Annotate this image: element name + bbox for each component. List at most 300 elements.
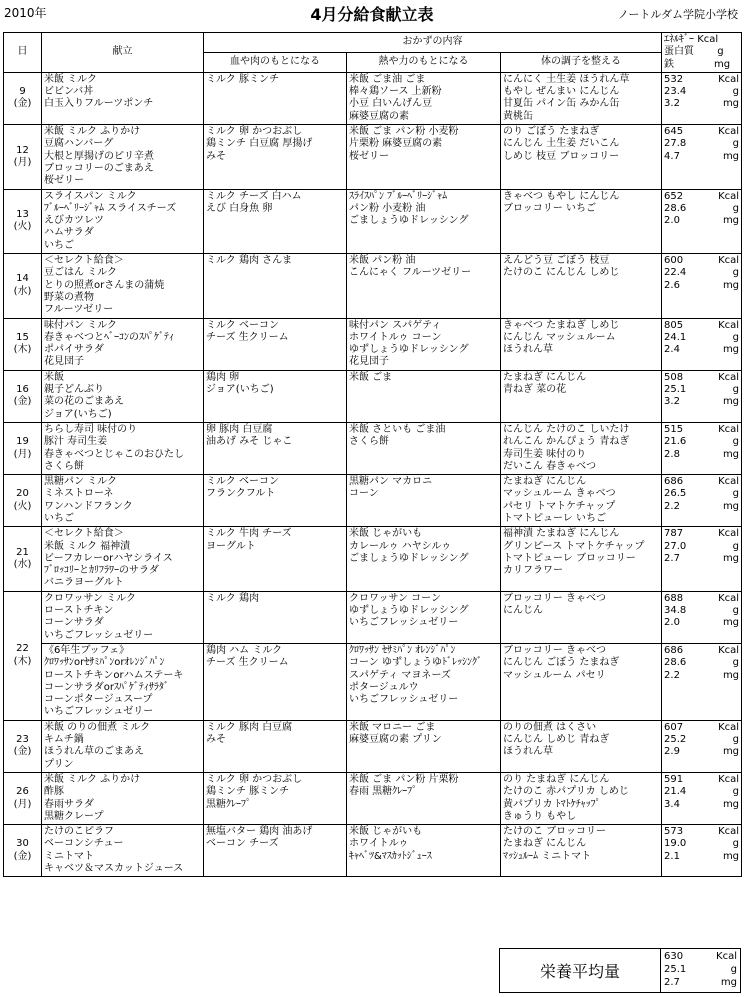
iron-unit: mg [722, 500, 740, 512]
day-of-week: (木) [13, 655, 32, 667]
day-cell [4, 254, 42, 318]
red-group-cell-line: フランクフルト [206, 488, 276, 500]
red-group-cell-line: ミルク ベーコン [206, 319, 279, 331]
green-group-cell-line: れんこん かんぴょう 青ねぎ [503, 436, 630, 448]
iron-value: 2.1 [664, 850, 680, 862]
protein-value: 34.8 [664, 605, 687, 617]
day-cell [4, 772, 42, 824]
col-red: 血や肉のもとになる [204, 52, 347, 72]
green-group-cell-line: だいこん 春きゃべつ [503, 460, 597, 472]
energy-value: 532 [664, 73, 684, 85]
day-of-week: (木) [13, 344, 32, 356]
iron-unit: mg [722, 279, 740, 291]
col-iron: 鉄 mg [664, 58, 731, 70]
protein-unit: g [732, 86, 740, 98]
yellow-group-cell [347, 720, 501, 772]
table-row [4, 125, 742, 189]
energy-unit: Kcal [718, 255, 740, 267]
energy-unit: Kcal [718, 592, 740, 604]
menu-cell-line: バニラヨーグルト [44, 577, 124, 589]
green-group-cell [501, 422, 662, 474]
green-group-cell [501, 720, 662, 772]
red-group-cell-line: 卵 豚肉 白豆腐 [206, 423, 273, 435]
green-group-cell-line: たまねぎ にんじん [503, 476, 587, 488]
yellow-group-cell-line: さくら餅 [349, 436, 389, 448]
table-row [4, 254, 742, 318]
menu-cell [42, 527, 204, 591]
nutrition-cell [662, 422, 742, 474]
menu-cell-line: 白玉入りフルーツポンチ [44, 98, 154, 110]
nutrition-cell [662, 591, 742, 643]
col-day: 日 [4, 33, 42, 73]
red-group-cell [204, 825, 347, 877]
yellow-group-cell-line: 米飯 さといも ごま油 [349, 423, 446, 435]
green-group-cell [501, 527, 662, 591]
yellow-group-cell-line: こんにゃく フルーツゼリー [349, 267, 472, 279]
menu-cell-line: たけのこピラフ [44, 826, 114, 838]
green-group-cell-line: グリンピース トマトケチャップ [503, 540, 645, 552]
yellow-group-cell [347, 643, 501, 720]
protein-unit: g [732, 540, 740, 552]
green-group-cell-line: ﾏｯｼｭﾙｰﾑ ミニトマト [503, 850, 592, 862]
red-group-cell [204, 527, 347, 591]
protein-value: 26.5 [664, 488, 687, 500]
col-green: 体の調子を整える [501, 52, 662, 72]
green-group-cell-line: にんじん 土生姜 だいこん [503, 138, 620, 150]
menu-cell-line: フルーツゼリー [44, 304, 114, 316]
menu-cell [42, 370, 204, 422]
menu-cell-line: ｸﾛﾜｯｻﾝorｾｻﾐﾊﾟﾝorｵﾚﾝｼﾞﾊﾟﾝ [44, 657, 165, 669]
yellow-group-cell-line: ホワイトルゥ [349, 838, 409, 850]
yellow-group-cell-line: ｸﾛﾜｯｻﾝ ｾｻﾐﾊﾟﾝ ｵﾚﾝｼﾞﾊﾟﾝ [349, 644, 456, 656]
table-row [4, 72, 742, 124]
red-group-cell [204, 475, 347, 527]
nutrition-cell [662, 643, 742, 720]
page-title: 4月分給食献立表 [310, 5, 434, 24]
red-group-cell-line: えび 白身魚 卵 [206, 202, 273, 214]
menu-cell [42, 825, 204, 877]
day-cell [4, 720, 42, 772]
green-group-cell-line: にんじん ごぼう たまねぎ [503, 657, 620, 669]
day-cell [4, 125, 42, 189]
yellow-group-cell-line: 麻婆豆腐の素 [349, 110, 409, 122]
yellow-group-cell-line: ｽﾗｲｽﾊﾟﾝ ﾌﾞﾙｰﾍﾞﾘｰｼﾞｬﾑ [349, 190, 448, 202]
protein-unit: g [732, 384, 740, 396]
yellow-group-cell-line: 米飯 じゃがいも [349, 826, 423, 838]
menu-cell [42, 720, 204, 772]
menu-cell-line: ベーコンシチュー [44, 838, 124, 850]
iron-unit: mg [722, 150, 740, 162]
green-group-cell-line: ブロッコリー きゃべつ [503, 592, 606, 604]
protein-value: 24.1 [664, 331, 687, 343]
menu-cell-line: キムチ鍋 [44, 734, 84, 746]
iron-value: 2.0 [664, 617, 680, 629]
protein-unit: g [732, 267, 740, 279]
green-group-cell-line: しめじ 枝豆 ブロッコリー [503, 150, 620, 162]
energy-value: 688 [664, 592, 684, 604]
table-row [4, 475, 742, 527]
green-group-cell-line: にんじん マッシュルーム [503, 331, 616, 343]
red-group-cell-line: 無塩バター 鶏肉 油あげ [206, 826, 313, 838]
menu-cell-line: 米飯 のりの佃煮 ミルク [44, 721, 151, 733]
col-nutrition [662, 33, 742, 73]
menu-cell-line: 野菜の煮物 [44, 291, 94, 303]
energy-unit: Kcal [718, 319, 740, 331]
yellow-group-cell [347, 370, 501, 422]
green-group-cell-line: ほうれん草 [503, 344, 553, 356]
menu-cell-line: ほうれん草のごまあえ [44, 746, 144, 758]
menu-cell-line: 大根と厚揚げのピリ辛煮 [44, 150, 154, 162]
green-group-cell-line: たけのこ ブロッコリー [503, 826, 606, 838]
yellow-group-cell [347, 422, 501, 474]
yellow-group-cell-line: ゆずしょうゆドレッシング [349, 605, 469, 617]
nutrition-cell [662, 825, 742, 877]
red-group-cell-line: ミルク チーズ 白ハム [206, 190, 302, 202]
red-group-cell [204, 422, 347, 474]
green-group-cell [501, 772, 662, 824]
menu-cell-line: ちらし寿司 味付のり [44, 423, 138, 435]
menu-cell-line: ポパイサラダ [44, 344, 104, 356]
red-group-cell [204, 591, 347, 643]
yellow-group-cell-line: 米飯 ごま パン粉 片栗粉 [349, 773, 459, 785]
green-group-cell-line: ブロッコリー いちご [503, 202, 596, 214]
col-protein: 蛋白質 g [664, 46, 724, 58]
green-group-cell-line: きゃべつ たまねぎ しめじ [503, 319, 620, 331]
iron-value: 2.4 [664, 344, 680, 356]
green-group-cell-line: のり たまねぎ にんじん [503, 773, 610, 785]
day-cell [4, 422, 42, 474]
iron-unit: mg [722, 98, 740, 110]
nutrition-cell [662, 72, 742, 124]
green-group-cell-line: マッシュルーム パセリ [503, 669, 606, 681]
day-cell [4, 318, 42, 370]
menu-cell-line: ローストチキンorハムステーキ [44, 669, 184, 681]
date-number: 19 [16, 436, 29, 448]
energy-value: 645 [664, 126, 684, 138]
red-group-cell-line: ミルク ベーコン [206, 476, 279, 488]
menu-cell [42, 591, 204, 643]
energy-unit: Kcal [718, 528, 740, 540]
iron-unit: mg [722, 798, 740, 810]
iron-value: 2.2 [664, 669, 680, 681]
menu-cell-line: 親子どんぶり [44, 384, 104, 396]
yellow-group-cell-line: クロワッサン コーン [349, 592, 441, 604]
nutrition-cell [662, 370, 742, 422]
yellow-group-cell-line: 味付パン スパゲティ [349, 319, 442, 331]
yellow-group-cell-line: コーン ゆずしょうゆﾄﾞﾚｯｼﾝｸﾞ [349, 657, 482, 669]
red-group-cell-line: 鶏ミンチ 豚ミンチ [206, 786, 290, 798]
average-iron-unit: mg [720, 977, 737, 988]
iron-value: 2.8 [664, 448, 680, 460]
protein-value: 21.6 [664, 436, 687, 448]
menu-cell-line: 味付パン ミルク [44, 319, 117, 331]
protein-value: 22.4 [664, 267, 687, 279]
green-group-cell-line: 黄桃缶 [503, 110, 533, 122]
menu-cell-line: 花見団子 [44, 356, 84, 368]
nutrition-cell [662, 189, 742, 253]
menu-cell-line: ワンハンドフランク [44, 500, 133, 512]
yellow-group-cell-line: 花見団子 [349, 356, 389, 368]
green-group-cell-line: ほうれん草 [503, 746, 553, 758]
menu-cell-line: 米飯 [44, 371, 64, 383]
yellow-group-cell-line: ごましょうゆドレッシング [349, 215, 469, 227]
red-group-cell-line: ジョア(いちご) [206, 384, 274, 396]
red-group-cell-line: ミルク 豚肉 白豆腐 [206, 721, 293, 733]
red-group-cell [204, 254, 347, 318]
menu-cell-line: コーンサラダorｽﾊﾟｹﾞﾃｨｻﾗﾀﾞ [44, 681, 169, 693]
yellow-group-cell-line: パン粉 小麦粉 油 [349, 202, 426, 214]
menu-cell-line: ブロッコリーのごまあえ [44, 162, 154, 174]
day-of-week: (月) [13, 798, 32, 810]
day-of-week: (月) [13, 448, 32, 460]
day-of-week: (金) [13, 396, 32, 408]
protein-unit: g [732, 436, 740, 448]
green-group-cell [501, 591, 662, 643]
protein-value: 28.6 [664, 657, 687, 669]
iron-unit: mg [722, 746, 740, 758]
green-group-cell-line: トマトピューレ いちご [503, 512, 606, 524]
menu-cell-line: さくら餅 [44, 460, 84, 472]
menu-cell-line: 豆腐ハンバーグ [44, 138, 114, 150]
red-group-cell-line: チーズ 生クリーム [206, 331, 289, 343]
protein-value: 25.2 [664, 734, 687, 746]
table-row [4, 720, 742, 772]
menu-cell [42, 189, 204, 253]
date-number: 13 [16, 209, 29, 220]
menu-cell-line: ハムサラダ [44, 227, 94, 239]
table-row [4, 370, 742, 422]
menu-cell [42, 475, 204, 527]
yellow-group-cell-line: 米飯 じゃがいも [349, 528, 423, 540]
energy-unit: Kcal [718, 190, 740, 202]
protein-value: 19.0 [664, 838, 687, 850]
menu-cell [42, 318, 204, 370]
date-number: 22 [16, 643, 29, 655]
iron-value: 3.2 [664, 396, 680, 408]
iron-value: 3.2 [664, 98, 680, 110]
day-of-week: (水) [13, 285, 32, 297]
menu-cell-line: いちご [44, 239, 74, 251]
yellow-group-cell-line: ポタージュルウ [349, 681, 419, 693]
protein-value: 27.8 [664, 138, 687, 150]
yellow-group-cell-line: ｷｬﾍﾞﾂ&ﾏｽｶｯﾄｼﾞｭｰｽ [349, 850, 432, 862]
protein-unit: g [732, 331, 740, 343]
energy-value: 652 [664, 190, 684, 202]
iron-unit: mg [722, 396, 740, 408]
yellow-group-cell-line: いちごフレッシュゼリー [349, 694, 459, 706]
red-group-cell [204, 772, 347, 824]
yellow-group-cell [347, 254, 501, 318]
day-of-week: (金) [13, 746, 32, 758]
menu-cell [42, 254, 204, 318]
day-of-week: (火) [13, 221, 32, 233]
protein-value: 25.1 [664, 384, 687, 396]
iron-unit: mg [722, 448, 740, 460]
green-group-cell [501, 370, 662, 422]
energy-unit: Kcal [718, 126, 740, 138]
yellow-group-cell [347, 318, 501, 370]
protein-value: 27.0 [664, 540, 687, 552]
red-group-cell-line: 黒糖ｸﾚｰﾌﾟ [206, 798, 251, 810]
date-number: 14 [16, 273, 29, 285]
protein-unit: g [732, 605, 740, 617]
table-row [4, 643, 742, 720]
menu-cell-line: 春きゃべつとじゃこのおひたし [44, 448, 184, 460]
iron-unit: mg [722, 344, 740, 356]
energy-value: 591 [664, 773, 684, 785]
col-okazu: おかずの内容 [204, 33, 662, 53]
day-cell [4, 72, 42, 124]
protein-value: 21.4 [664, 786, 687, 798]
green-group-cell-line: パセリ トマトケチャップ [503, 500, 616, 512]
yellow-group-cell-line: 米飯 マロニー ごま [349, 721, 436, 733]
yellow-group-cell-line: コーン [349, 488, 379, 500]
iron-unit: mg [722, 215, 740, 227]
menu-cell-line: 米飯 ミルク ふりかけ [44, 126, 141, 138]
menu-cell-line: 桜ゼリー [44, 175, 84, 187]
red-group-cell-line: 鶏肉 卵 [206, 371, 240, 383]
nutrition-cell [662, 772, 742, 824]
yellow-group-cell [347, 591, 501, 643]
red-group-cell-line: 油あげ みそ じゃこ [206, 436, 293, 448]
red-group-cell [204, 318, 347, 370]
yellow-group-cell-line: 米飯 ごま油 ごま [349, 73, 426, 85]
menu-cell-line: プリン [44, 758, 74, 770]
day-of-week: (金) [13, 850, 32, 862]
menu-cell-line: 春きゃべつとﾍﾞｰｺﾝのｽﾊﾟｹﾞﾃｨ [44, 331, 174, 343]
date-number: 9 [19, 86, 26, 98]
red-group-cell-line: みそ [206, 734, 226, 746]
menu-cell-line: ミニトマト [44, 850, 94, 862]
menu-cell-line: ﾌﾞﾛｯｺﾘｰとｶﾘﾌﾗﾜｰのサラダ [44, 565, 159, 577]
green-group-cell [501, 189, 662, 253]
green-group-cell-line: えんどう豆 ごぼう 枝豆 [503, 255, 610, 267]
energy-unit: Kcal [718, 371, 740, 383]
red-group-cell [204, 189, 347, 253]
iron-unit: mg [722, 669, 740, 681]
yellow-group-cell-line: 黒糖パン マカロニ [349, 476, 433, 488]
energy-unit: Kcal [718, 476, 740, 488]
col-yellow: 熱や力のもとになる [347, 52, 501, 72]
red-group-cell-line: ミルク 鶏肉 さんま [206, 255, 293, 267]
energy-value: 686 [664, 644, 684, 656]
col-menu: 献立 [42, 33, 204, 73]
average-iron: 2.7 [664, 977, 680, 988]
day-of-week: (水) [13, 559, 32, 571]
red-group-cell [204, 643, 347, 720]
yellow-group-cell-line: 小豆 白いんげん豆 [349, 98, 433, 110]
table-row [4, 527, 742, 591]
yellow-group-cell [347, 772, 501, 824]
yellow-group-cell-line: 桜ゼリー [349, 150, 389, 162]
table-row [4, 318, 742, 370]
protein-unit: g [732, 138, 740, 150]
average-protein-unit: g [730, 964, 737, 975]
school-name: ノートルダム学院小学校 [617, 8, 738, 21]
nutrition-cell [662, 318, 742, 370]
yellow-group-cell-line: 片栗粉 麻婆豆腐の素 [349, 138, 443, 150]
red-group-cell-line: チーズ 生クリーム [206, 657, 289, 669]
green-group-cell-line: にんにく 土生姜 ほうれん草 [503, 73, 630, 85]
menu-cell-line: 酢豚 [44, 786, 64, 798]
nutrition-cell [662, 720, 742, 772]
date-number: 16 [16, 384, 29, 396]
red-group-cell [204, 72, 347, 124]
energy-value: 805 [664, 319, 684, 331]
day-cell [4, 825, 42, 877]
green-group-cell [501, 475, 662, 527]
yellow-group-cell-line: 米飯 ごま パン粉 小麦粉 [349, 126, 459, 138]
iron-value: 4.7 [664, 150, 680, 162]
green-group-cell-line: 甘夏缶 パイン缶 みかん缶 [503, 98, 620, 110]
yellow-group-cell [347, 825, 501, 877]
menu-cell-line: ミネストローネ [44, 488, 114, 500]
menu-cell-line: ビビンバ丼 [44, 86, 94, 98]
red-group-cell-line: 鶏肉 ハム ミルク [206, 644, 283, 656]
green-group-cell [501, 125, 662, 189]
yellow-group-cell-line: 麻婆豆腐の素 プリン [349, 734, 442, 746]
menu-cell-line: コーンポタージュスープ [44, 694, 153, 706]
iron-value: 2.0 [664, 215, 680, 227]
iron-unit: mg [722, 850, 740, 862]
green-group-cell-line: きゅうり もやし [503, 810, 577, 822]
red-group-cell-line: ミルク 卵 かつおぶし [206, 126, 303, 138]
energy-value: 686 [664, 476, 684, 488]
menu-cell-line: いちごフレッシュゼリー [44, 629, 154, 641]
green-group-cell-line: 黄パプリカ ﾄﾏﾄｹﾁｬｯﾌﾟ [503, 798, 601, 810]
nutrition-cell [662, 254, 742, 318]
yellow-group-cell [347, 189, 501, 253]
yellow-group-cell [347, 475, 501, 527]
energy-unit: Kcal [718, 73, 740, 85]
yellow-group-cell-line: 米飯 パン粉 油 [349, 255, 416, 267]
menu-cell-line: コーンサラダ [44, 617, 104, 629]
menu-cell-line: とりの照煮orさんまの蒲焼 [44, 279, 165, 291]
green-group-cell-line: トマトピューレ ブロッコリー [503, 552, 636, 564]
menu-cell-line: いちご [44, 512, 74, 524]
menu-table [3, 32, 742, 877]
iron-value: 2.2 [664, 500, 680, 512]
date-number: 30 [16, 838, 29, 850]
red-group-cell-line: ミルク 豚ミンチ [206, 73, 279, 85]
energy-unit: Kcal [718, 644, 740, 656]
green-group-cell-line: 寿司生姜 味付のり [503, 448, 587, 460]
yellow-group-cell [347, 125, 501, 189]
green-group-cell-line: にんじん しめじ 青ねぎ [503, 734, 610, 746]
menu-cell-line: えびカツレツ [44, 215, 104, 227]
menu-cell-line: 菜の花のごまあえ [44, 396, 124, 408]
energy-value: 600 [664, 255, 684, 267]
green-group-cell-line: にんじん [503, 605, 543, 617]
average-values [660, 948, 741, 993]
day-of-week: (金) [13, 98, 32, 110]
menu-cell-line: クロワッサン ミルク [44, 592, 136, 604]
menu-cell-line: ジョア(いちご) [44, 408, 112, 420]
menu-cell-line: 春雨サラダ [44, 798, 94, 810]
green-group-cell-line: たけのこ にんじん しめじ [503, 267, 620, 279]
red-group-cell-line: ヨーグルト [206, 540, 256, 552]
menu-cell [42, 643, 204, 720]
iron-value: 2.7 [664, 552, 680, 564]
day-cell [4, 591, 42, 720]
green-group-cell [501, 643, 662, 720]
yellow-group-cell-line: 棒々鶏ソース 上新粉 [349, 86, 442, 98]
green-group-cell [501, 254, 662, 318]
yellow-group-cell [347, 527, 501, 591]
menu-cell-line: いちごフレッシュゼリー [44, 706, 154, 718]
protein-unit: g [732, 838, 740, 850]
energy-value: 508 [664, 371, 684, 383]
